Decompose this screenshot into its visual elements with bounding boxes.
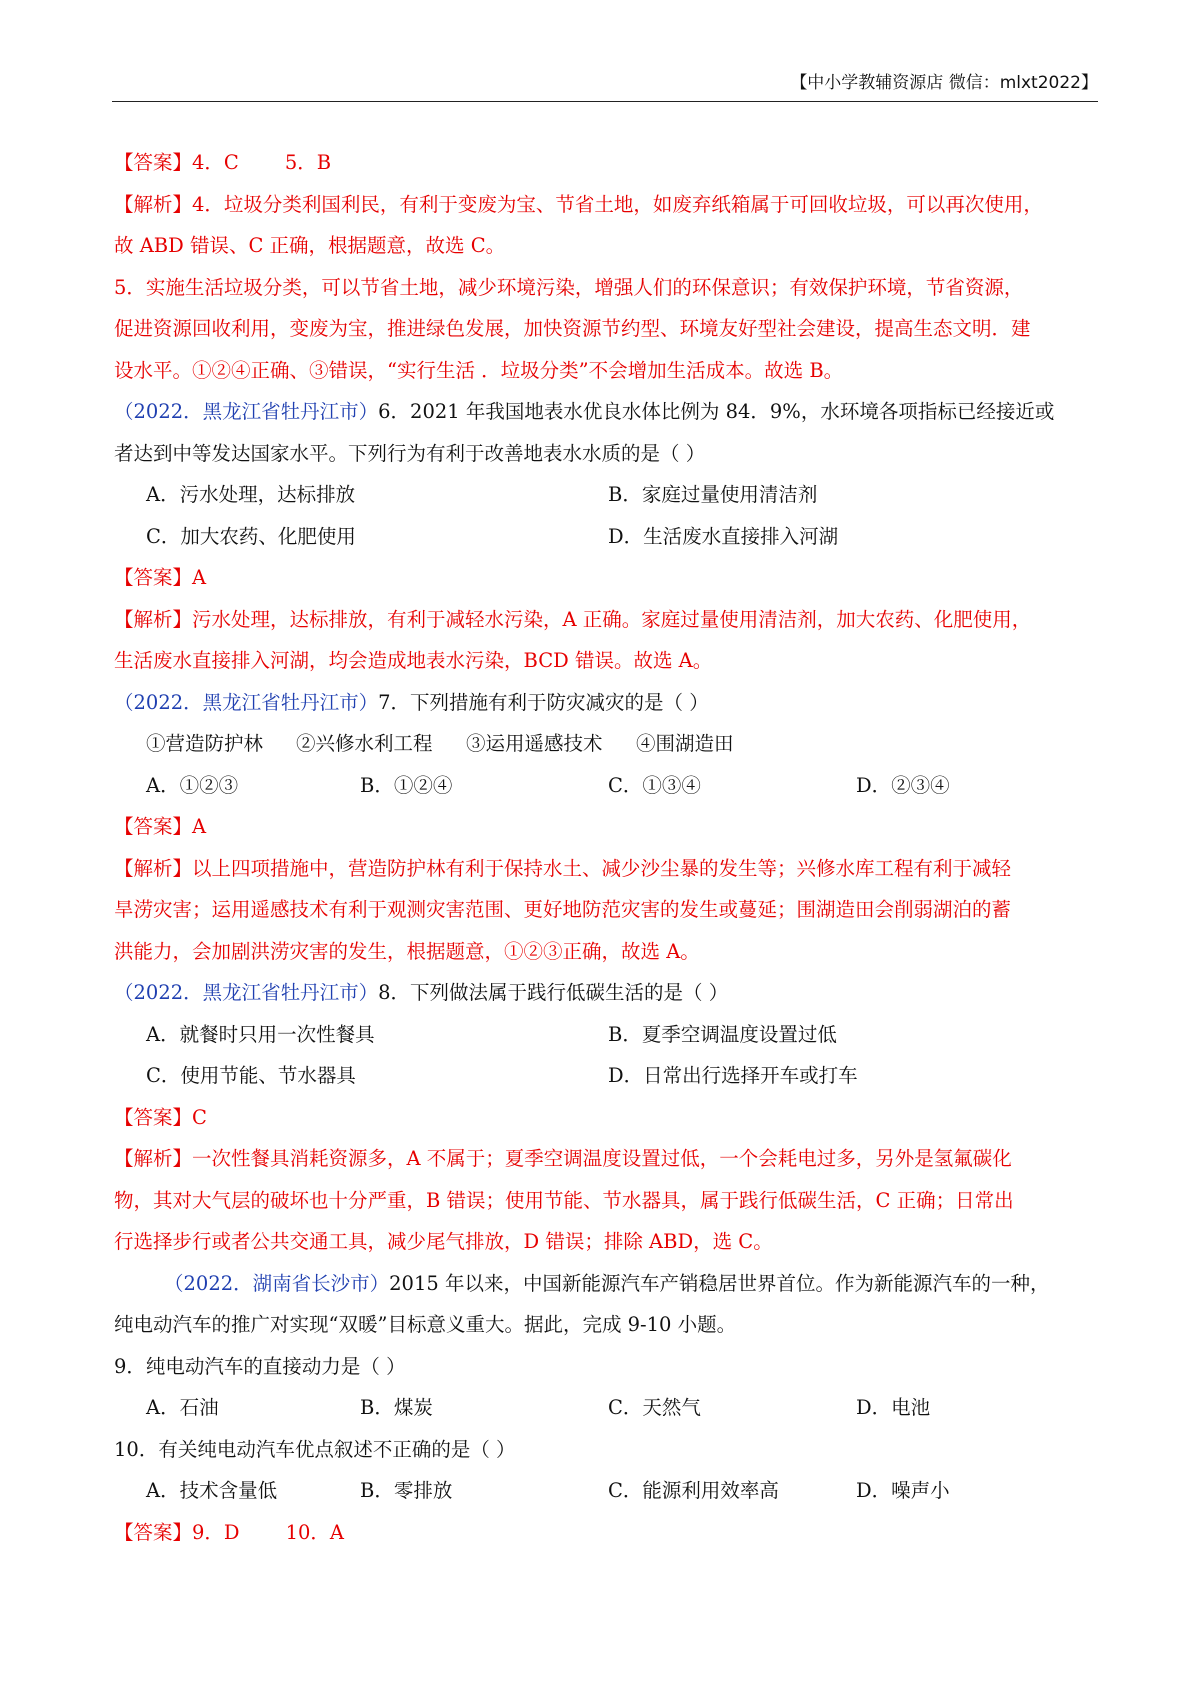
- question-7-line-1: [114, 682, 1098, 724]
- question-text: 7．下列措施有利于防灾减灾的是（ ）: [378, 690, 709, 714]
- option-b: B．①②④: [360, 773, 453, 797]
- answer-tag: 【答案】: [114, 1105, 193, 1129]
- option-b: B．零排放: [360, 1479, 453, 1502]
- answer-6: A: [192, 566, 207, 589]
- question-9-10-intro-line-2: [114, 1304, 1098, 1346]
- question-text: 者达到中等发达国家水平。下列行为有利于改善地表水水质的是（ ）: [114, 441, 706, 465]
- answer-7: A: [192, 815, 207, 838]
- analysis-text: 物，其对大气层的破坏也十分严重，B 错误；使用节能、节水器具，属于践行低碳生活，C 正确；日常出: [114, 1188, 1014, 1212]
- answer-8: C: [192, 1105, 207, 1129]
- analysis-text: 故 ABD 错误、C 正确，根据题意，故选 C。: [114, 234, 506, 257]
- answer-tag: 【答案】: [114, 1520, 193, 1544]
- option-a: A．①②③: [146, 773, 239, 797]
- answer-4: 4．C: [192, 151, 239, 174]
- option-b: B．夏季空调温度设置过低: [608, 1022, 837, 1046]
- question-text: 9．纯电动汽车的直接动力是（ ）: [114, 1354, 406, 1378]
- question-text: 纯电动汽车的推广对实现“双暖”目标意义重大。据此，完成 9-10 小题。: [114, 1313, 737, 1336]
- analysis-5-line-2: [114, 308, 1098, 350]
- option-d: D．噪声小: [856, 1479, 950, 1502]
- question-text: 2015 年以来，中国新能源汽车产销稳居世界首位。作为新能源汽车的一种，: [389, 1271, 1050, 1295]
- analysis-7-line-3: [114, 931, 1098, 973]
- analysis-tag: 【解析】: [114, 856, 193, 880]
- item-3: ③运用遥感技术: [466, 732, 603, 755]
- question-9-10-intro-line-1: [114, 1263, 1098, 1305]
- option-a: A．技术含量低: [146, 1479, 278, 1502]
- option-c: C．使用节能、节水器具: [146, 1064, 356, 1087]
- analysis-5-line-3: [114, 350, 1098, 392]
- analysis-7-line-2: [114, 889, 1098, 931]
- analysis-7-line-1: [114, 848, 1098, 890]
- answer-line-7: [114, 806, 1098, 848]
- question-10-options: [114, 1470, 1098, 1512]
- answer-line-9-10: [114, 1512, 1098, 1554]
- item-4: ④围湖造田: [636, 732, 734, 755]
- question-8-line-1: [114, 972, 1098, 1014]
- option-a: A．污水处理，达标排放: [146, 483, 356, 506]
- analysis-8-line-1: [114, 1138, 1098, 1180]
- option-d: D．电池: [856, 1396, 931, 1419]
- question-7-options: [114, 765, 1098, 807]
- answer-tag: 【答案】: [114, 566, 193, 589]
- option-c: C．能源利用效率高: [608, 1479, 779, 1502]
- analysis-8-line-3: [114, 1221, 1098, 1263]
- answer-tag: 【答案】: [114, 815, 193, 838]
- analysis-text: 以上四项措施中，营造防护林有利于保持水土、减少沙尘暴的发生等；兴修水库工程有利于减轻: [192, 856, 1012, 880]
- question-6-options-cd: [114, 516, 1098, 558]
- analysis-text: 4．垃圾分类利国利民，有利于变废为宝、节省土地，如废弃纸箱属于可回收垃圾，可以再次使用，: [192, 192, 1043, 216]
- option-b: B．家庭过量使用清洁剂: [608, 483, 818, 506]
- analysis-text: 旱涝灾害；运用遥感技术有利于观测灾害范围、更好地防范灾害的发生或蔓延；围湖造田会削弱湖泊的蓄: [114, 898, 1012, 921]
- question-source: （2022．黑龙江省牡丹江市）: [114, 400, 379, 423]
- question-6-line-2: [114, 433, 1098, 475]
- question-text: 6．2021 年我国地表水优良水体比例为 84．9%，水环境各项指标已经接近或: [378, 400, 1055, 423]
- analysis-tag: 【解析】: [114, 192, 193, 216]
- analysis-text: 生活废水直接排入河湖，均会造成地表水污染，BCD 错误。故选 A。: [114, 649, 713, 672]
- answer-10: 10．A: [285, 1520, 344, 1544]
- answer-line-6: [114, 557, 1098, 599]
- option-b: B．煤炭: [360, 1396, 433, 1419]
- question-source: （2022．黑龙江省牡丹江市）: [114, 690, 379, 714]
- question-source: （2022．湖南省长沙市）: [164, 1271, 390, 1295]
- header-text: 【中小学教辅资源店 微信：mlxt2022】: [790, 73, 1098, 93]
- answer-line-4-5: [114, 142, 1098, 184]
- analysis-4-line-2: [114, 225, 1098, 267]
- analysis-text: 行选择步行或者公共交通工具，减少尾气排放，D 错误；排除 ABD，选 C。: [114, 1230, 773, 1253]
- analysis-8-line-2: [114, 1180, 1098, 1222]
- analysis-4-line-1: [114, 184, 1098, 226]
- document-body: [114, 142, 1098, 1553]
- analysis-text: 污水处理，达标排放，有利于减轻水污染，A 正确。家庭过量使用清洁剂，加大农药、化肥使用，: [192, 607, 1032, 631]
- analysis-text: 5．实施生活垃圾分类，可以节省土地，减少环境污染，增强人们的环保意识；有效保护环境，节省资源，: [114, 275, 1024, 299]
- analysis-tag: 【解析】: [114, 607, 193, 631]
- option-c: C．天然气: [608, 1396, 701, 1419]
- item-1: ①营造防护林: [146, 732, 264, 755]
- analysis-5-line-1: [114, 267, 1098, 309]
- option-d: D．②③④: [856, 773, 950, 797]
- question-text: 10．有关纯电动汽车优点叙述不正确的是（ ）: [114, 1437, 516, 1461]
- question-7-items: [114, 723, 1098, 765]
- analysis-text: 设水平。①②④正确、③错误，“实行生活 ．垃圾分类”不会增加生活成本。故选 B。: [114, 358, 844, 382]
- option-d: D．生活废水直接排入河湖: [608, 524, 839, 548]
- analysis-text: 洪能力，会加剧洪涝灾害的发生，根据题意，①②③正确，故选 A。: [114, 939, 700, 963]
- option-c: C．加大农药、化肥使用: [146, 524, 356, 548]
- question-9: [114, 1346, 1098, 1388]
- option-a: A．就餐时只用一次性餐具: [146, 1022, 375, 1046]
- answer-line-8: [114, 1097, 1098, 1139]
- analysis-6-line-2: [114, 640, 1098, 682]
- question-6-line-1: [114, 391, 1098, 433]
- page-header: [112, 68, 1098, 102]
- option-a: A．石油: [146, 1396, 219, 1419]
- option-c: C．①③④: [608, 773, 701, 797]
- analysis-tag: 【解析】: [114, 1147, 193, 1170]
- question-9-options: [114, 1387, 1098, 1429]
- analysis-text: 一次性餐具消耗资源多，A 不属于；夏季空调温度设置过低，一个会耗电过多，另外是氢氟碳化: [192, 1147, 1012, 1170]
- question-10: [114, 1429, 1098, 1471]
- analysis-6-line-1: [114, 599, 1098, 641]
- question-6-options-ab: [114, 474, 1098, 516]
- option-d: D．日常出行选择开车或打车: [608, 1064, 858, 1087]
- answer-tag: 【答案】: [114, 151, 193, 174]
- analysis-text: 促进资源回收利用，变废为宝，推进绿色发展，加快资源节约型、环境友好型社会建设，提高生态文明．建: [114, 317, 1031, 340]
- question-text: 8．下列做法属于践行低碳生活的是（ ）: [378, 981, 729, 1004]
- question-8-options-ab: [114, 1014, 1098, 1056]
- question-source: （2022．黑龙江省牡丹江市）: [114, 981, 379, 1004]
- answer-5: 5．B: [284, 151, 332, 174]
- answer-9: 9．D: [192, 1520, 240, 1544]
- item-2: ②兴修水利工程: [296, 732, 433, 755]
- question-8-options-cd: [114, 1055, 1098, 1097]
